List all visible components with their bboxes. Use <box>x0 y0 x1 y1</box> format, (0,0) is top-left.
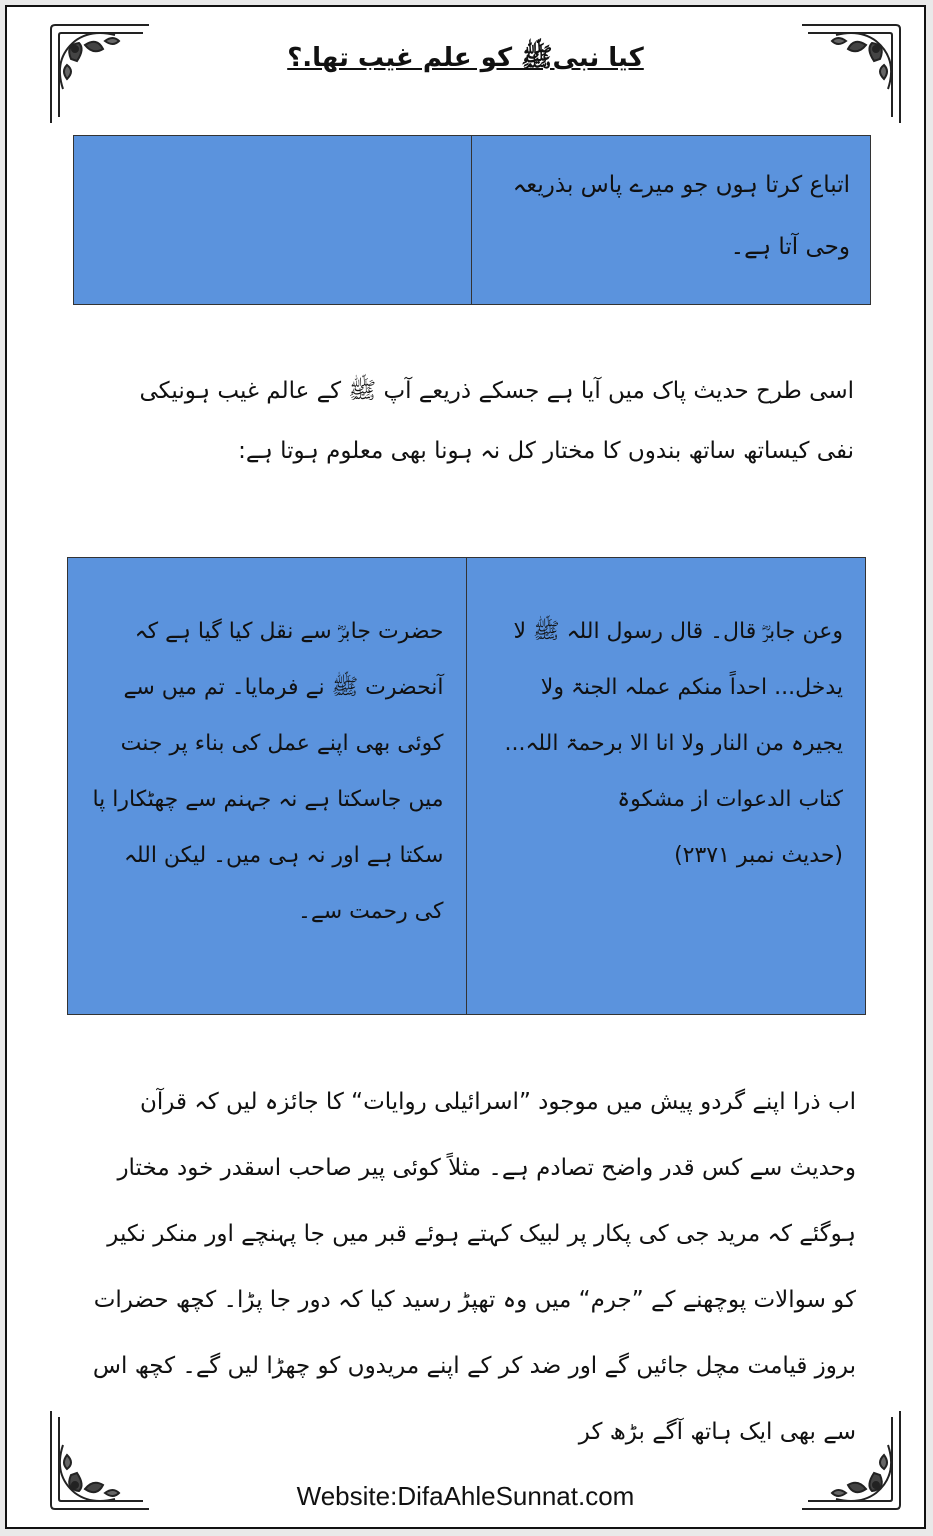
website-footer: Website:DifaAhleSunnat.com <box>296 1481 635 1511</box>
intro-paragraph: اسی طرح حدیث پاک میں آیا ہے جسکے ذریعے آپ ﷺ کے عالم غیب ہونیکی نفی کیساتھ ساتھ بندوں کا مختار کل نہ ہونا بھی معلوم ہوتا ہے: <box>139 378 854 464</box>
quote-table-top <box>73 135 871 305</box>
hadith-table <box>67 557 866 1015</box>
quote-cell-left <box>74 136 472 304</box>
hadith-urdu-text: حضرت جابرؓ سے نقل کیا گیا ہے کہ آنحضرت ﷺ نے فرمایا۔ تم میں سے کوئی بھی اپنے عمل کی بناء پر جنت میں جاسکتا ہے نہ جہنم سے چھٹکارا پا سکتا ہے اور نہ ہی میں۔ لیکن اللہ کی رحمت سے۔ <box>92 619 444 924</box>
page-title: کیا نبیﷺ کو علم غیب تھا.؟ <box>287 43 644 73</box>
hadith-urdu-cell <box>68 558 467 1014</box>
hadith-arabic-cell <box>467 558 866 1014</box>
page <box>5 5 926 1529</box>
hadith-reference: (حدیث نمبر ۲۳۷۱) <box>674 843 843 868</box>
hadith-arabic-text: وعن جابرؓ قال۔ قال رسول اللہ ﷺ لا یدخل... احداً منکم عملہ الجنۃ ولا یجیرہ من النار ولا انا الا برحمۃ اللہ... کتاب الدعوات از مشکوۃ <box>504 619 843 812</box>
body-paragraph: اب ذرا اپنے گردو پیش میں موجود ”اسرائیلی روایات“ کا جائزہ لیں کہ قرآن وحدیث سے کس قدر واضح تصادم ہے۔ مثلاً کوئی پیر صاحب اسقدر خود مختار ہوگئے کہ مرید جی کی پکار پر لبیک کہتے ہوئے قبر میں جا پہنچے اور منکر نکیر کو سوالات پوچھنے کے ”جرم“ میں وہ تھپڑ رسید کیا کہ دور جا پڑا۔ کچھ حضرات بروز قیامت مچل جائیں گے اور ضد کر کے اپنے مریدوں کو چھڑا لیں گے۔ کچھ اس سے بھی ایک ہاتھ آگے بڑھ کر <box>92 1089 856 1445</box>
quote-cell-right: اتباع کرتا ہوں جو میرے پاس بذریعہ وحی آتا ہے۔ <box>512 172 850 260</box>
